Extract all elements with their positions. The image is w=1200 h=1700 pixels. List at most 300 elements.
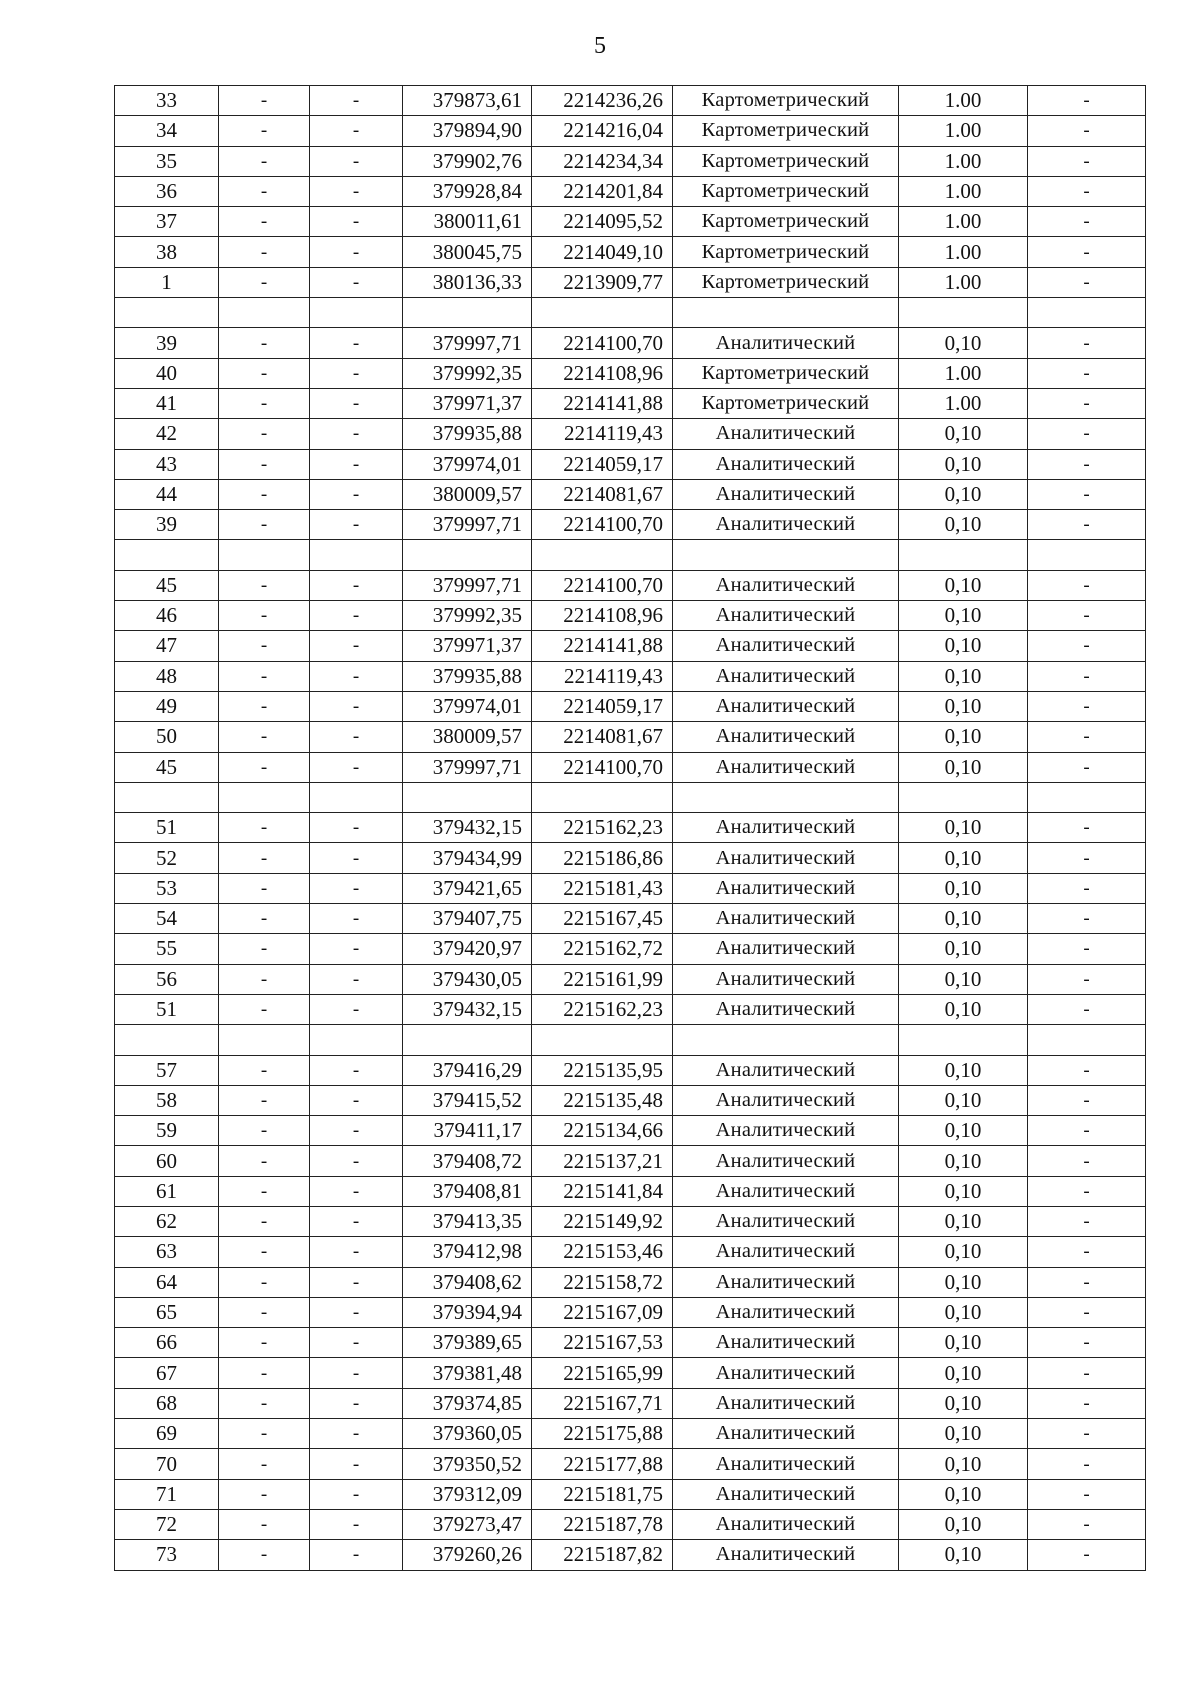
method-cell: Аналитический (673, 570, 899, 600)
accuracy-cell: 0,10 (899, 661, 1028, 691)
point-number-cell: 58 (115, 1085, 219, 1115)
column-8-cell: - (1028, 116, 1146, 146)
table-row (115, 1358, 1146, 1388)
x-coordinate-cell: 379312,09 (403, 1479, 532, 1509)
coordinates-table (114, 85, 1146, 1571)
x-coordinate-cell: 379408,81 (403, 1176, 532, 1206)
table-row (115, 479, 1146, 509)
column-3-cell: - (310, 722, 403, 752)
x-coordinate-cell: 379928,84 (403, 176, 532, 206)
column-8-cell: - (1028, 1388, 1146, 1418)
column-2-cell: - (219, 328, 310, 358)
x-coordinate-cell: 379432,15 (403, 994, 532, 1024)
empty-cell (115, 782, 219, 812)
y-coordinate-cell: 2214081,67 (532, 479, 673, 509)
x-coordinate-cell: 379992,35 (403, 358, 532, 388)
accuracy-cell: 0,10 (899, 601, 1028, 631)
empty-cell (673, 540, 899, 570)
method-cell: Аналитический (673, 328, 899, 358)
y-coordinate-cell: 2214216,04 (532, 116, 673, 146)
column-8-cell: - (1028, 570, 1146, 600)
column-8-cell: - (1028, 1419, 1146, 1449)
accuracy-cell: 0,10 (899, 691, 1028, 721)
column-3-cell: - (310, 994, 403, 1024)
column-2-cell: - (219, 570, 310, 600)
table-row (115, 419, 1146, 449)
method-cell: Аналитический (673, 1479, 899, 1509)
column-3-cell: - (310, 1206, 403, 1236)
y-coordinate-cell: 2214081,67 (532, 722, 673, 752)
column-2-cell: - (219, 86, 310, 116)
column-2-cell: - (219, 1085, 310, 1115)
empty-cell (310, 1025, 403, 1055)
point-number-cell: 56 (115, 964, 219, 994)
empty-cell (310, 540, 403, 570)
column-2-cell: - (219, 116, 310, 146)
column-3-cell: - (310, 843, 403, 873)
method-cell: Аналитический (673, 1055, 899, 1085)
y-coordinate-cell: 2215167,45 (532, 904, 673, 934)
column-3-cell: - (310, 1509, 403, 1539)
accuracy-cell: 0,10 (899, 449, 1028, 479)
table-row (115, 1176, 1146, 1206)
column-2-cell: - (219, 176, 310, 206)
column-8-cell: - (1028, 176, 1146, 206)
x-coordinate-cell: 379971,37 (403, 631, 532, 661)
accuracy-cell: 0,10 (899, 904, 1028, 934)
y-coordinate-cell: 2214141,88 (532, 388, 673, 418)
point-number-cell: 64 (115, 1267, 219, 1297)
empty-cell (899, 298, 1028, 328)
point-number-cell: 65 (115, 1297, 219, 1327)
point-number-cell: 46 (115, 601, 219, 631)
y-coordinate-cell: 2215137,21 (532, 1146, 673, 1176)
empty-cell (403, 782, 532, 812)
empty-cell (219, 782, 310, 812)
column-8-cell: - (1028, 510, 1146, 540)
method-cell: Аналитический (673, 1388, 899, 1418)
accuracy-cell: 1.00 (899, 86, 1028, 116)
table-row (115, 388, 1146, 418)
x-coordinate-cell: 380011,61 (403, 207, 532, 237)
accuracy-cell: 0,10 (899, 1449, 1028, 1479)
y-coordinate-cell: 2215167,71 (532, 1388, 673, 1418)
y-coordinate-cell: 2214119,43 (532, 419, 673, 449)
table-row (115, 146, 1146, 176)
column-3-cell: - (310, 1146, 403, 1176)
empty-cell (532, 782, 673, 812)
column-2-cell: - (219, 510, 310, 540)
method-cell: Картометрический (673, 176, 899, 206)
column-3-cell: - (310, 661, 403, 691)
column-3-cell: - (310, 1267, 403, 1297)
accuracy-cell: 1.00 (899, 207, 1028, 237)
y-coordinate-cell: 2215158,72 (532, 1267, 673, 1297)
column-3-cell: - (310, 328, 403, 358)
table-row (115, 267, 1146, 297)
table-row (115, 1116, 1146, 1146)
method-cell: Аналитический (673, 934, 899, 964)
table-row (115, 904, 1146, 934)
column-8-cell: - (1028, 1237, 1146, 1267)
method-cell: Аналитический (673, 873, 899, 903)
x-coordinate-cell: 379360,05 (403, 1419, 532, 1449)
method-cell: Картометрический (673, 358, 899, 388)
column-8-cell: - (1028, 1146, 1146, 1176)
column-8-cell: - (1028, 752, 1146, 782)
x-coordinate-cell: 379974,01 (403, 449, 532, 479)
point-number-cell: 39 (115, 510, 219, 540)
column-8-cell: - (1028, 479, 1146, 509)
x-coordinate-cell: 379260,26 (403, 1540, 532, 1570)
column-8-cell: - (1028, 1509, 1146, 1539)
column-2-cell: - (219, 267, 310, 297)
point-number-cell: 73 (115, 1540, 219, 1570)
table-row (115, 843, 1146, 873)
y-coordinate-cell: 2215167,09 (532, 1297, 673, 1327)
page-number: 5 (594, 33, 606, 59)
table-row (115, 207, 1146, 237)
column-3-cell: - (310, 146, 403, 176)
column-8-cell: - (1028, 1479, 1146, 1509)
accuracy-cell: 0,10 (899, 752, 1028, 782)
column-2-cell: - (219, 904, 310, 934)
table-row (115, 1449, 1146, 1479)
table-row (115, 237, 1146, 267)
column-8-cell: - (1028, 1297, 1146, 1327)
x-coordinate-cell: 379432,15 (403, 813, 532, 843)
accuracy-cell: 1.00 (899, 176, 1028, 206)
column-8-cell: - (1028, 1055, 1146, 1085)
y-coordinate-cell: 2215181,75 (532, 1479, 673, 1509)
column-3-cell: - (310, 904, 403, 934)
column-2-cell: - (219, 388, 310, 418)
table-row (115, 601, 1146, 631)
table-row (115, 1419, 1146, 1449)
point-number-cell: 40 (115, 358, 219, 388)
method-cell: Аналитический (673, 1085, 899, 1115)
table-row (115, 964, 1146, 994)
accuracy-cell: 0,10 (899, 1237, 1028, 1267)
column-3-cell: - (310, 267, 403, 297)
method-cell: Аналитический (673, 843, 899, 873)
method-cell: Аналитический (673, 813, 899, 843)
table-row (115, 1509, 1146, 1539)
x-coordinate-cell: 379412,98 (403, 1237, 532, 1267)
y-coordinate-cell: 2214100,70 (532, 510, 673, 540)
table-row (115, 1388, 1146, 1418)
table-row (115, 1206, 1146, 1236)
point-number-cell: 42 (115, 419, 219, 449)
column-3-cell: - (310, 813, 403, 843)
y-coordinate-cell: 2214100,70 (532, 570, 673, 600)
empty-cell (1028, 1025, 1146, 1055)
y-coordinate-cell: 2214108,96 (532, 601, 673, 631)
method-cell: Аналитический (673, 1328, 899, 1358)
column-8-cell: - (1028, 267, 1146, 297)
y-coordinate-cell: 2214059,17 (532, 449, 673, 479)
method-cell: Аналитический (673, 1540, 899, 1570)
table-row (115, 86, 1146, 116)
accuracy-cell: 0,10 (899, 1146, 1028, 1176)
accuracy-cell: 0,10 (899, 813, 1028, 843)
empty-cell (310, 298, 403, 328)
method-cell: Аналитический (673, 1146, 899, 1176)
method-cell: Аналитический (673, 1509, 899, 1539)
table-row (115, 1297, 1146, 1327)
y-coordinate-cell: 2215149,92 (532, 1206, 673, 1236)
method-cell: Аналитический (673, 1449, 899, 1479)
point-number-cell: 51 (115, 813, 219, 843)
method-cell: Картометрический (673, 116, 899, 146)
column-2-cell: - (219, 449, 310, 479)
method-cell: Аналитический (673, 631, 899, 661)
empty-cell (532, 298, 673, 328)
y-coordinate-cell: 2215167,53 (532, 1328, 673, 1358)
empty-cell (1028, 782, 1146, 812)
accuracy-cell: 1.00 (899, 388, 1028, 418)
x-coordinate-cell: 379894,90 (403, 116, 532, 146)
y-coordinate-cell: 2214100,70 (532, 328, 673, 358)
column-2-cell: - (219, 1419, 310, 1449)
table-row (115, 1055, 1146, 1085)
accuracy-cell: 1.00 (899, 146, 1028, 176)
table-row (115, 358, 1146, 388)
column-3-cell: - (310, 570, 403, 600)
column-3-cell: - (310, 1540, 403, 1570)
y-coordinate-cell: 2215162,23 (532, 813, 673, 843)
y-coordinate-cell: 2214049,10 (532, 237, 673, 267)
column-2-cell: - (219, 207, 310, 237)
column-3-cell: - (310, 1388, 403, 1418)
y-coordinate-cell: 2215175,88 (532, 1419, 673, 1449)
column-8-cell: - (1028, 1358, 1146, 1388)
table-row (115, 722, 1146, 752)
point-number-cell: 48 (115, 661, 219, 691)
accuracy-cell: 0,10 (899, 873, 1028, 903)
column-3-cell: - (310, 1479, 403, 1509)
point-number-cell: 68 (115, 1388, 219, 1418)
point-number-cell: 71 (115, 1479, 219, 1509)
x-coordinate-cell: 379997,71 (403, 510, 532, 540)
method-cell: Аналитический (673, 964, 899, 994)
column-2-cell: - (219, 1449, 310, 1479)
column-8-cell: - (1028, 722, 1146, 752)
y-coordinate-cell: 2215162,72 (532, 934, 673, 964)
point-number-cell: 36 (115, 176, 219, 206)
point-number-cell: 57 (115, 1055, 219, 1085)
empty-cell (899, 1025, 1028, 1055)
column-2-cell: - (219, 1388, 310, 1418)
column-2-cell: - (219, 752, 310, 782)
point-number-cell: 59 (115, 1116, 219, 1146)
column-2-cell: - (219, 146, 310, 176)
method-cell: Картометрический (673, 388, 899, 418)
y-coordinate-cell: 2215186,86 (532, 843, 673, 873)
accuracy-cell: 0,10 (899, 1540, 1028, 1570)
table-row (115, 176, 1146, 206)
table-row (115, 116, 1146, 146)
x-coordinate-cell: 379408,62 (403, 1267, 532, 1297)
column-8-cell: - (1028, 1085, 1146, 1115)
column-3-cell: - (310, 388, 403, 418)
point-number-cell: 47 (115, 631, 219, 661)
column-2-cell: - (219, 358, 310, 388)
column-3-cell: - (310, 1085, 403, 1115)
table-row (115, 1479, 1146, 1509)
column-8-cell: - (1028, 843, 1146, 873)
method-cell: Аналитический (673, 752, 899, 782)
point-number-cell: 41 (115, 388, 219, 418)
method-cell: Аналитический (673, 1358, 899, 1388)
y-coordinate-cell: 2215187,78 (532, 1509, 673, 1539)
point-number-cell: 35 (115, 146, 219, 176)
x-coordinate-cell: 380045,75 (403, 237, 532, 267)
method-cell: Аналитический (673, 904, 899, 934)
table-row (115, 813, 1146, 843)
accuracy-cell: 0,10 (899, 843, 1028, 873)
accuracy-cell: 1.00 (899, 267, 1028, 297)
x-coordinate-cell: 379935,88 (403, 419, 532, 449)
x-coordinate-cell: 379381,48 (403, 1358, 532, 1388)
empty-cell (1028, 540, 1146, 570)
y-coordinate-cell: 2215165,99 (532, 1358, 673, 1388)
empty-cell (219, 298, 310, 328)
point-number-cell: 66 (115, 1328, 219, 1358)
point-number-cell: 1 (115, 267, 219, 297)
accuracy-cell: 0,10 (899, 510, 1028, 540)
column-2-cell: - (219, 1206, 310, 1236)
column-2-cell: - (219, 419, 310, 449)
y-coordinate-cell: 2215181,43 (532, 873, 673, 903)
y-coordinate-cell: 2215162,23 (532, 994, 673, 1024)
column-3-cell: - (310, 1358, 403, 1388)
table-row (115, 1328, 1146, 1358)
accuracy-cell: 0,10 (899, 1328, 1028, 1358)
table-row (115, 1085, 1146, 1115)
x-coordinate-cell: 379389,65 (403, 1328, 532, 1358)
y-coordinate-cell: 2214236,26 (532, 86, 673, 116)
column-2-cell: - (219, 1509, 310, 1539)
method-cell: Аналитический (673, 479, 899, 509)
x-coordinate-cell: 379350,52 (403, 1449, 532, 1479)
method-cell: Аналитический (673, 1237, 899, 1267)
table-row (115, 510, 1146, 540)
column-3-cell: - (310, 176, 403, 206)
x-coordinate-cell: 379974,01 (403, 691, 532, 721)
column-2-cell: - (219, 1116, 310, 1146)
y-coordinate-cell: 2215141,84 (532, 1176, 673, 1206)
empty-cell (673, 1025, 899, 1055)
column-8-cell: - (1028, 146, 1146, 176)
method-cell: Аналитический (673, 601, 899, 631)
method-cell: Аналитический (673, 419, 899, 449)
column-3-cell: - (310, 510, 403, 540)
empty-cell (115, 1025, 219, 1055)
accuracy-cell: 1.00 (899, 237, 1028, 267)
accuracy-cell: 0,10 (899, 328, 1028, 358)
accuracy-cell: 1.00 (899, 358, 1028, 388)
column-2-cell: - (219, 479, 310, 509)
point-number-cell: 39 (115, 328, 219, 358)
column-2-cell: - (219, 1237, 310, 1267)
x-coordinate-cell: 379413,35 (403, 1206, 532, 1236)
point-number-cell: 37 (115, 207, 219, 237)
empty-cell (532, 1025, 673, 1055)
x-coordinate-cell: 379873,61 (403, 86, 532, 116)
empty-cell (1028, 298, 1146, 328)
empty-cell (403, 1025, 532, 1055)
point-number-cell: 52 (115, 843, 219, 873)
table-row (115, 873, 1146, 903)
column-8-cell: - (1028, 86, 1146, 116)
column-2-cell: - (219, 873, 310, 903)
column-8-cell: - (1028, 691, 1146, 721)
table-row (115, 1540, 1146, 1570)
column-2-cell: - (219, 813, 310, 843)
point-number-cell: 61 (115, 1176, 219, 1206)
method-cell: Картометрический (673, 237, 899, 267)
point-number-cell: 53 (115, 873, 219, 903)
point-number-cell: 44 (115, 479, 219, 509)
column-8-cell: - (1028, 1206, 1146, 1236)
point-number-cell: 34 (115, 116, 219, 146)
point-number-cell: 62 (115, 1206, 219, 1236)
point-number-cell: 63 (115, 1237, 219, 1267)
column-3-cell: - (310, 934, 403, 964)
point-number-cell: 51 (115, 994, 219, 1024)
y-coordinate-cell: 2215153,46 (532, 1237, 673, 1267)
empty-cell (310, 782, 403, 812)
column-3-cell: - (310, 1176, 403, 1206)
y-coordinate-cell: 2213909,77 (532, 267, 673, 297)
table-row (115, 1267, 1146, 1297)
point-number-cell: 60 (115, 1146, 219, 1176)
x-coordinate-cell: 379273,47 (403, 1509, 532, 1539)
table-row (115, 1237, 1146, 1267)
empty-cell (219, 1025, 310, 1055)
point-number-cell: 55 (115, 934, 219, 964)
method-cell: Аналитический (673, 1206, 899, 1236)
column-2-cell: - (219, 1146, 310, 1176)
x-coordinate-cell: 379394,94 (403, 1297, 532, 1327)
column-3-cell: - (310, 237, 403, 267)
point-number-cell: 45 (115, 570, 219, 600)
y-coordinate-cell: 2215135,95 (532, 1055, 673, 1085)
x-coordinate-cell: 379430,05 (403, 964, 532, 994)
column-3-cell: - (310, 449, 403, 479)
y-coordinate-cell: 2214141,88 (532, 631, 673, 661)
point-number-cell: 45 (115, 752, 219, 782)
table-row (115, 1146, 1146, 1176)
x-coordinate-cell: 379416,29 (403, 1055, 532, 1085)
y-coordinate-cell: 2215135,48 (532, 1085, 673, 1115)
column-3-cell: - (310, 419, 403, 449)
accuracy-cell: 0,10 (899, 419, 1028, 449)
accuracy-cell: 0,10 (899, 964, 1028, 994)
column-8-cell: - (1028, 207, 1146, 237)
accuracy-cell: 0,10 (899, 1388, 1028, 1418)
empty-cell (403, 298, 532, 328)
column-2-cell: - (219, 601, 310, 631)
accuracy-cell: 0,10 (899, 1267, 1028, 1297)
table-row (115, 570, 1146, 600)
point-number-cell: 70 (115, 1449, 219, 1479)
column-8-cell: - (1028, 631, 1146, 661)
column-8-cell: - (1028, 419, 1146, 449)
accuracy-cell: 0,10 (899, 1479, 1028, 1509)
accuracy-cell: 0,10 (899, 1176, 1028, 1206)
